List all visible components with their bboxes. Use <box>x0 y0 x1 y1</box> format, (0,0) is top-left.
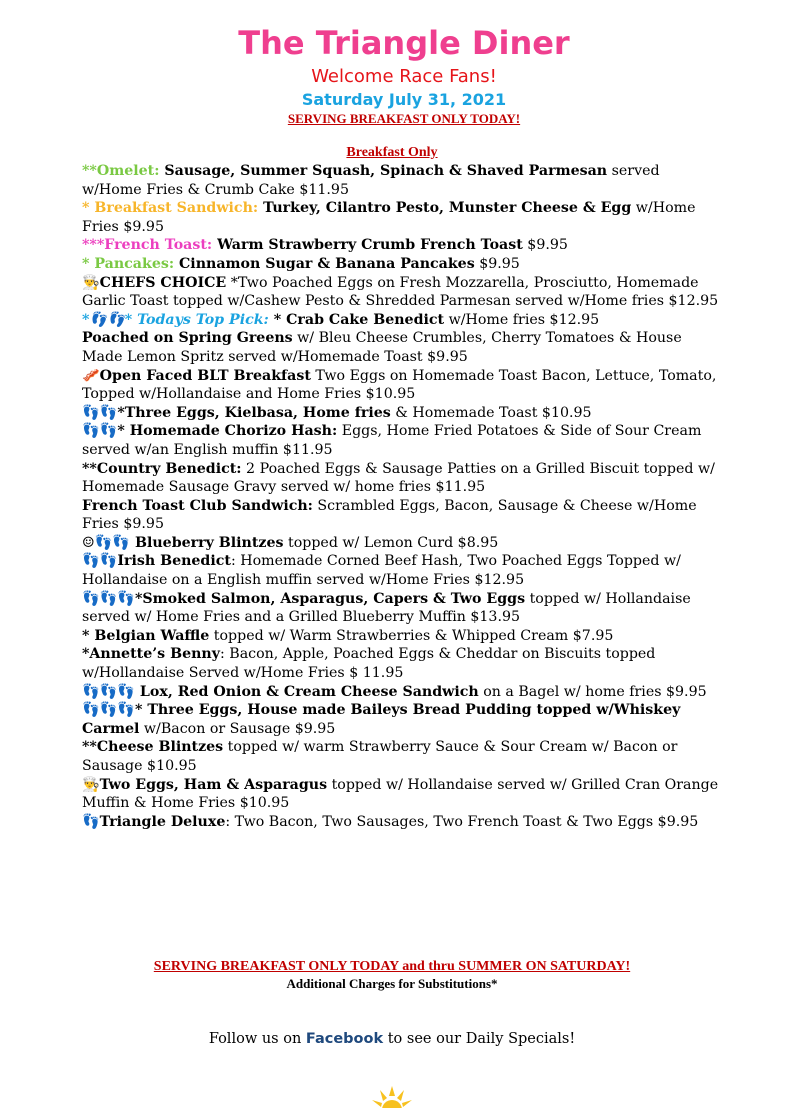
menu-item-description: topped w/ Lemon Curd $8.95 <box>283 534 499 551</box>
menu-item-name: 👣👣Irish Benedict <box>82 553 231 570</box>
menu-item <box>82 701 722 738</box>
section-heading: Breakfast Only <box>346 145 438 160</box>
serving-notice: SERVING BREAKFAST ONLY TODAY! <box>287 111 521 126</box>
menu-item <box>82 813 722 832</box>
menu-item-name: Turkey, Cilantro Pesto, Munster Cheese & Egg <box>258 200 632 217</box>
menu-item <box>82 627 722 646</box>
menu-item-name: 👣👣👣*Smoked Salmon, Asparagus, Capers & Two Eggs <box>82 590 526 607</box>
follow-text-before: Follow us on <box>208 1031 306 1047</box>
menu-item-description: : Bacon, Apple, Poached Eggs & Cheddar on Biscuits topped w/Hollandaise Served w/Home Fries $ 11.95 <box>82 646 656 682</box>
menu-item-description: Scrambled Eggs, Bacon, Sausage & Cheese w/Home Fries $9.95 <box>82 497 697 533</box>
menu-item <box>82 329 722 366</box>
menu-item <box>82 311 722 330</box>
sun-icon <box>368 1084 416 1108</box>
menu-item-name: 👣👣* Homemade Chorizo Hash: <box>82 423 338 440</box>
menu-item <box>82 738 722 775</box>
menu-item-category: * Breakfast Sandwich: <box>82 200 259 217</box>
menu-item-category: ***French Toast: <box>82 237 213 254</box>
menu-item-description: : Two Bacon, Two Sausages, Two French Toast & Two Eggs $9.95 <box>225 813 699 830</box>
menu-item-name: 👣👣*Three Eggs, Kielbasa, Home fries <box>82 404 391 421</box>
menu-item <box>82 162 722 199</box>
menu-item-description: $9.95 <box>474 255 520 272</box>
menu-item-name: 👣👣👣 Lox, Red Onion & Cream Cheese Sandwich <box>82 683 479 700</box>
menu-item <box>82 255 722 274</box>
menu-item-description: & Homemade Toast $10.95 <box>390 404 592 421</box>
page-title: The Triangle Diner <box>238 24 570 62</box>
menu-item-description: w/Bacon or Sausage $9.95 <box>139 720 336 737</box>
facebook-link[interactable]: Facebook <box>305 1031 384 1047</box>
menu-item-description: Two Eggs on Homemade Toast Bacon, Lettuce, Tomato, Topped w/Hollandaise and Home Fries $10.95 <box>82 367 717 403</box>
menu-item-description: 2 Poached Eggs & Sausage Patties on a Grilled Biscuit topped w/ Homemade Sausage Gravy served w/ home fries $11.95 <box>82 460 715 496</box>
menu-item <box>82 552 722 589</box>
menu-item-description: *Two Poached Eggs on Fresh Mozzarella, Prosciutto, Homemade Garlic Toast topped w/Cashew Pesto & Shredded Parmesan served w/Home fries $12.95 <box>82 274 719 310</box>
menu-item <box>82 274 722 311</box>
menu-item-name: ☺👣👣 Blueberry Blintzes <box>82 534 284 551</box>
menu-item <box>82 404 722 423</box>
follow-text-after: to see our Daily Specials! <box>383 1031 576 1047</box>
substitutions-note: Additional Charges for Substitutions* <box>286 976 498 991</box>
menu-item-category: *👣👣* Todays Top Pick: <box>82 311 269 328</box>
menu-item-name: 👨‍🍳CHEFS CHOICE <box>82 274 227 291</box>
menu-item <box>82 236 722 255</box>
menu-item-description: served w/Home Fries & Crumb Cake $11.95 <box>82 163 660 198</box>
follow-line <box>0 1030 784 1048</box>
footer-serving-notice: SERVING BREAKFAST ONLY TODAY and thru SUMMER ON SATURDAY! <box>153 959 631 974</box>
menu-item <box>82 534 722 553</box>
menu-item-description: topped w/ Hollandaise served w/ Home Fries and a Grilled Blueberry Muffin $13.95 <box>82 590 691 626</box>
menu-item-category: * Pancakes: <box>82 255 175 272</box>
menu-item-description: topped w/ Hollandaise served w/ Grilled Cran Orange Muffin & Home Fries $10.95 <box>82 776 719 812</box>
menu-item-description: w/ Bleu Cheese Crumbles, Cherry Tomatoes & House Made Lemon Spritz served w/Homemade Toast $9.95 <box>82 330 682 365</box>
menu-item <box>82 422 722 459</box>
menu-date: Saturday July 31, 2021 <box>301 90 507 109</box>
menu-item-name: * Belgian Waffle <box>82 627 210 644</box>
menu-item-name: Sausage, Summer Squash, Spinach & Shaved Parmesan <box>159 163 608 179</box>
menu-item-description: $9.95 <box>522 237 568 254</box>
menu-item-description: : Homemade Corned Beef Hash, Two Poached Eggs Topped w/ Hollandaise on a English muffin served w/Home Fries $12.95 <box>82 553 681 589</box>
menu-item <box>82 460 722 497</box>
menu-item-name: **Cheese Blintzes <box>82 739 224 756</box>
menu-item-name: * Crab Cake Benedict <box>268 311 445 328</box>
menu-item <box>82 367 722 404</box>
menu-item-description: w/Home fries $12.95 <box>444 311 600 328</box>
menu-item-name: **Country Benedict: <box>82 460 242 477</box>
menu-item-name: *Annette’s Benny <box>82 646 220 663</box>
menu-item-description: topped w/ warm Strawberry Sauce & Sour Cream w/ Bacon or Sausage $10.95 <box>82 739 678 774</box>
menu-item <box>82 497 722 534</box>
menu-item-description: on a Bagel w/ home fries $9.95 <box>478 683 707 700</box>
menu-item <box>82 645 722 682</box>
menu-item-name: 🥓Open Faced BLT Breakfast <box>82 367 311 384</box>
menu-item-description: Eggs, Home Fried Potatoes & Side of Sour Cream served w/an English muffin $11.95 <box>82 423 702 458</box>
welcome-text: Welcome Race Fans! <box>311 66 497 87</box>
menu-item-name: Cinnamon Sugar & Banana Pancakes <box>174 255 475 272</box>
menu-item-name: Warm Strawberry Crumb French Toast <box>212 237 523 254</box>
menu-item <box>82 199 722 236</box>
menu-item-name: Poached on Spring Greens <box>82 330 293 347</box>
menu-item-description: w/Home Fries $9.95 <box>82 200 696 235</box>
menu-item-name: 👨‍🍳Two Eggs, Ham & Asparagus <box>82 776 328 793</box>
menu-item-name: 👣👣👣* Three Eggs, House made Baileys Bread Pudding topped w/Whiskey Carmel <box>82 702 681 737</box>
menu-item <box>82 683 722 702</box>
menu-item-description: topped w/ Warm Strawberries & Whipped Cream $7.95 <box>209 627 614 644</box>
menu-item-name: 👣Triangle Deluxe <box>82 813 226 830</box>
menu-item <box>82 776 722 813</box>
menu-list <box>82 162 722 831</box>
menu-item-name: French Toast Club Sandwich: <box>82 497 313 514</box>
menu-item-category: **Omelet: <box>82 163 160 179</box>
menu-item <box>82 590 722 627</box>
